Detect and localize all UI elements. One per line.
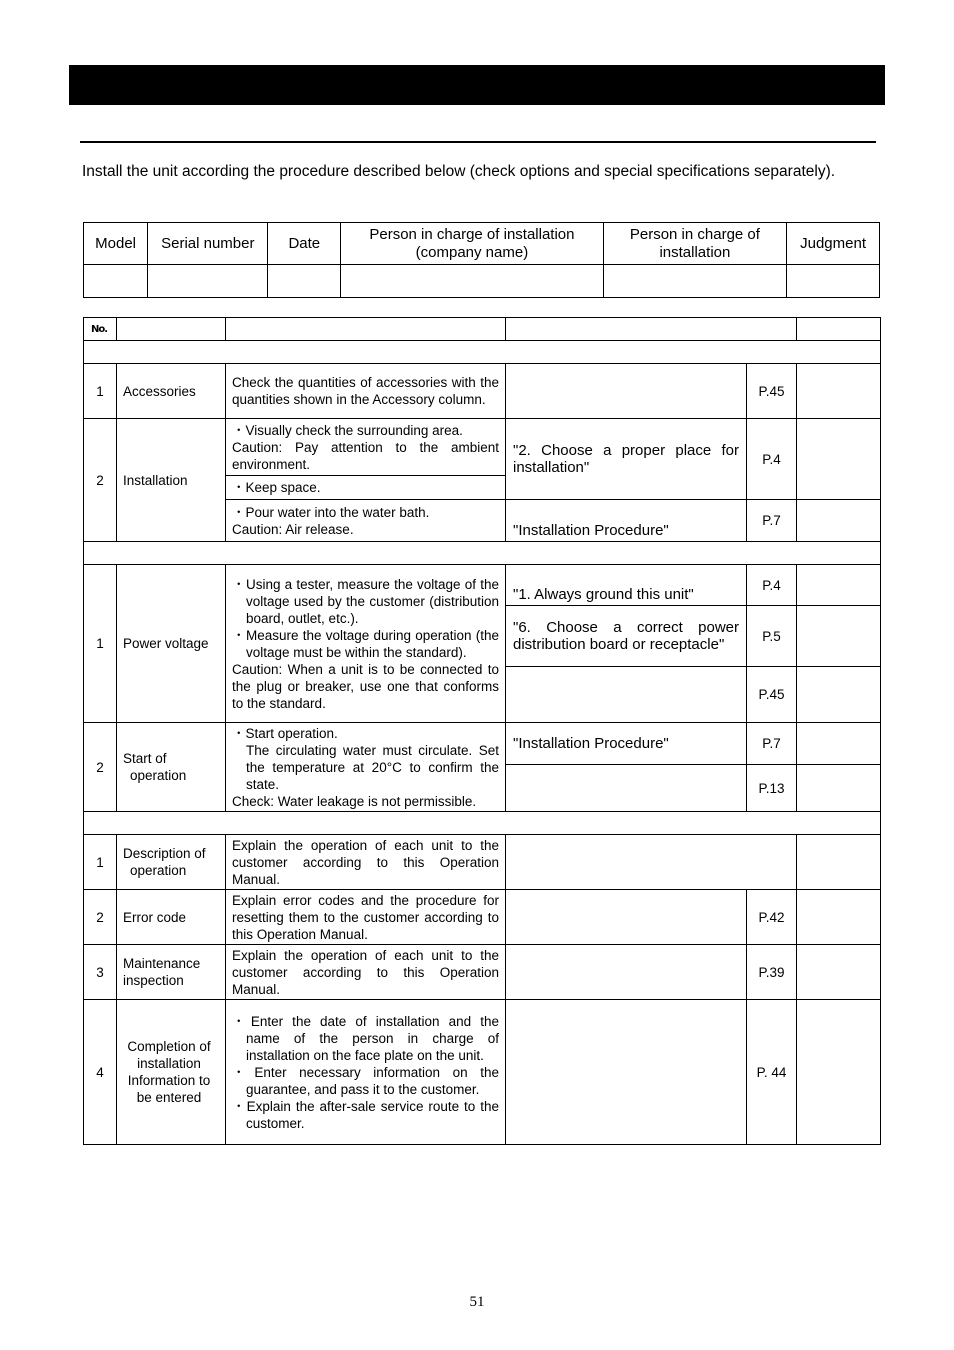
header-person: Person in charge of installation	[603, 223, 786, 265]
row-number: 1	[84, 565, 117, 723]
item-label-line: operation	[130, 768, 187, 783]
item-description	[226, 723, 506, 812]
description-line: ・Keep space.	[232, 480, 321, 495]
item-label-line: Description of	[123, 846, 206, 861]
page-reference: P.5	[747, 606, 797, 667]
page-reference: P. 44	[747, 1000, 797, 1145]
item-label-line: Start of	[123, 751, 167, 766]
item-label: Installation	[117, 419, 226, 542]
row-number: 1	[84, 835, 117, 890]
description-line: ・Using a tester, measure the voltage of the voltage used by the customer (distribution board, outlet, etc.).	[232, 576, 499, 626]
reference-cell	[506, 765, 747, 812]
reference-cell	[506, 835, 797, 890]
item-description	[226, 1000, 506, 1145]
item-label-line: Completion of	[127, 1039, 211, 1054]
section-title-bar	[69, 65, 885, 105]
judgment-cell	[797, 890, 881, 945]
description-line: ・Start operation.	[232, 725, 338, 741]
item-label: Accessories	[117, 364, 226, 419]
item-label	[117, 1000, 226, 1145]
judgment-cell	[797, 419, 881, 500]
row-number: 2	[84, 890, 117, 945]
page-reference: P.13	[747, 765, 797, 812]
row-number: 2	[84, 419, 117, 542]
judgment-cell	[797, 765, 881, 812]
description-line: ・Enter necessary information on the guarantee, and pass it to the customer.	[232, 1064, 499, 1097]
row-number: 1	[84, 364, 117, 419]
item-label-line: Maintenance	[123, 956, 201, 971]
row-number: 4	[84, 1000, 117, 1145]
judgment-cell	[797, 500, 881, 542]
description-line: ・Pour water into the water bath.	[232, 504, 430, 520]
item-description: Explain error codes and the procedure for resetting them to the customer according to this Operation Manual.	[226, 890, 506, 945]
section-row-2	[84, 542, 881, 565]
item-description: Explain the operation of each unit to the customer according to this Operation Manual.	[226, 835, 506, 890]
no-header: No.	[84, 318, 117, 341]
reference-cell	[506, 890, 747, 945]
judgment-cell	[797, 606, 881, 667]
header-date: Date	[268, 223, 341, 265]
row-number: 2	[84, 723, 117, 812]
description-line: Caution: Pay attention to the ambient environment.	[232, 439, 499, 472]
item-header	[117, 318, 226, 341]
page-reference: P.45	[747, 667, 797, 723]
reference-text: "Installation Procedure"	[506, 500, 747, 542]
item-description	[226, 500, 506, 542]
item-description: Check the quantities of accessories with the quantities shown in the Accessory column.	[226, 364, 506, 419]
header-serial-number: Serial number	[148, 223, 268, 265]
section-row-1	[84, 341, 881, 364]
item-label-line: Information to	[127, 1073, 211, 1088]
judgment-header	[797, 318, 881, 341]
check-table	[83, 317, 881, 1145]
page-reference: P.42	[747, 890, 797, 945]
page-reference: P.4	[747, 565, 797, 606]
header-model: Model	[84, 223, 148, 265]
item-label-line: installation	[137, 1056, 201, 1071]
judgment-cell	[797, 835, 881, 890]
description-line: ・Explain the after-sale service route to the customer.	[232, 1098, 499, 1131]
page-reference: P.7	[747, 500, 797, 542]
page-reference: P.4	[747, 419, 797, 500]
header-judgment: Judgment	[787, 223, 880, 265]
reference-text: "6. Choose a correct power distribution board or receptacle"	[506, 606, 747, 667]
judgment-cell	[797, 1000, 881, 1145]
item-label-line: be entered	[136, 1090, 202, 1105]
cell-model	[84, 265, 148, 298]
header-company: Person in charge of installation (company name)	[341, 223, 604, 265]
section-row-3	[84, 812, 881, 835]
item-description	[226, 565, 506, 723]
description-line: ・Measure the voltage during operation (the voltage must be within the standard).	[232, 627, 499, 660]
page-reference: P.45	[747, 364, 797, 419]
item-description: Explain the operation of each unit to the customer according to this Operation Manual.	[226, 945, 506, 1000]
content-header	[226, 318, 506, 341]
item-label	[117, 945, 226, 1000]
description-line: ・Enter the date of installation and the name of the person in charge of installation on the face plate on the unit.	[232, 1013, 499, 1063]
judgment-cell	[797, 565, 881, 606]
reference-cell	[506, 1000, 747, 1145]
judgment-cell	[797, 945, 881, 1000]
item-label: Power voltage	[117, 565, 226, 723]
judgment-cell	[797, 667, 881, 723]
cell-person	[603, 265, 786, 298]
intro-text: Install the unit according the procedure described below (check options and special specifications separately).	[82, 163, 836, 180]
page-reference: P.7	[747, 723, 797, 765]
row-number: 3	[84, 945, 117, 1000]
cell-serial-number	[148, 265, 268, 298]
judgment-cell	[797, 723, 881, 765]
reference-cell	[506, 364, 747, 419]
installation-info-table	[83, 222, 880, 298]
page-reference: P.39	[747, 945, 797, 1000]
cell-judgment	[787, 265, 880, 298]
description-line: Caution: When a unit is to be connected to the plug or breaker, use one that conforms to the standard.	[232, 661, 499, 711]
reference-cell	[506, 945, 747, 1000]
page-number: 51	[469, 1294, 485, 1310]
reference-cell	[506, 667, 747, 723]
item-label-line: inspection	[123, 973, 184, 988]
description-line: Check: Water leakage is not permissible.	[232, 793, 477, 809]
item-label	[117, 723, 226, 812]
description-line: ・Visually check the surrounding area.	[232, 422, 463, 438]
item-label: Error code	[117, 890, 226, 945]
reference-header	[506, 318, 797, 341]
reference-text: "2. Choose a proper place for installation"	[506, 419, 747, 500]
item-label-line: operation	[130, 863, 187, 878]
cell-date	[268, 265, 341, 298]
item-label	[117, 835, 226, 890]
description-line: Caution: Air release.	[232, 521, 354, 537]
item-description	[226, 476, 506, 500]
cell-company	[341, 265, 604, 298]
judgment-cell	[797, 364, 881, 419]
reference-text: "Installation Procedure"	[506, 723, 747, 765]
reference-text: "1. Always ground this unit"	[506, 565, 747, 606]
item-description	[226, 419, 506, 476]
heading-rule	[80, 141, 876, 143]
description-line: The circulating water must circulate. Set the temperature at 20°C to confirm the state.	[246, 742, 499, 792]
